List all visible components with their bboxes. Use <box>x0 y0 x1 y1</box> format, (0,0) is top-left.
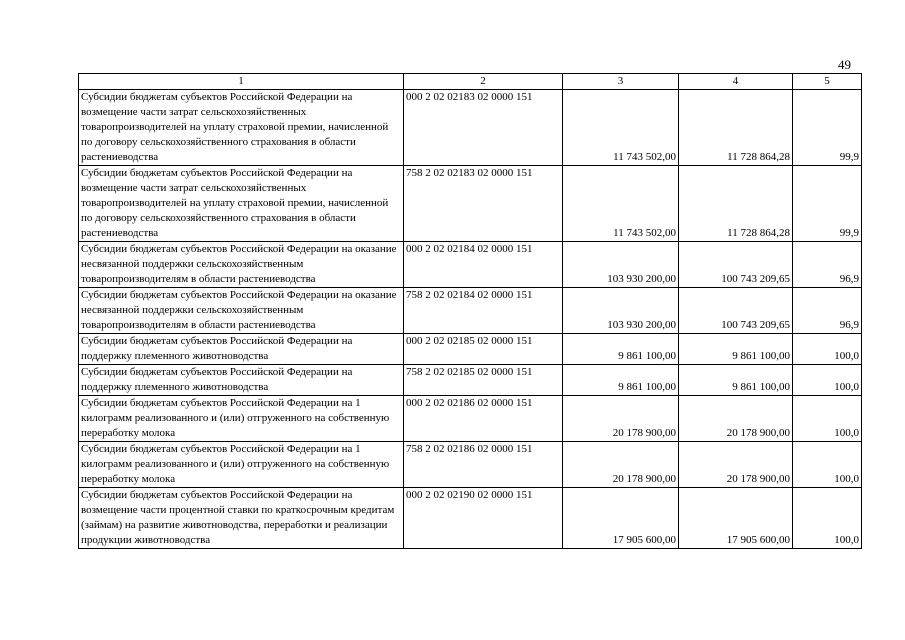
row-code: 758 2 02 02186 02 0000 151 <box>404 442 563 488</box>
row-code: 758 2 02 02185 02 0000 151 <box>404 365 563 396</box>
row-plan: 17 905 600,00 <box>563 488 679 549</box>
row-description: Субсидии бюджетам субъектов Российской Федерации на возмещение части затрат сельскохозяйственных товаропроизводителей на уплату страховой премии, начисленной по договору сельскохозяйственного страхования в области растениеводства <box>79 90 404 166</box>
row-fact: 100 743 209,65 <box>679 242 793 288</box>
row-plan: 20 178 900,00 <box>563 442 679 488</box>
row-percent: 100,0 <box>793 442 862 488</box>
row-fact: 20 178 900,00 <box>679 442 793 488</box>
row-fact: 9 861 100,00 <box>679 334 793 365</box>
row-fact: 11 728 864,28 <box>679 90 793 166</box>
row-code: 000 2 02 02190 02 0000 151 <box>404 488 563 549</box>
row-code: 000 2 02 02183 02 0000 151 <box>404 90 563 166</box>
row-percent: 100,0 <box>793 365 862 396</box>
row-description: Субсидии бюджетам субъектов Российской Федерации на 1 килограмм реализованного и (или) отгруженного на собственную переработку молока <box>79 442 404 488</box>
header-col-4: 4 <box>679 74 793 90</box>
row-code: 000 2 02 02186 02 0000 151 <box>404 396 563 442</box>
row-percent: 96,9 <box>793 242 862 288</box>
row-code: 000 2 02 02184 02 0000 151 <box>404 242 563 288</box>
table-row <box>79 334 862 365</box>
table-row <box>79 442 862 488</box>
header-col-2: 2 <box>404 74 563 90</box>
row-percent: 96,9 <box>793 288 862 334</box>
row-percent: 100,0 <box>793 488 862 549</box>
row-plan: 9 861 100,00 <box>563 365 679 396</box>
table-row <box>79 365 862 396</box>
row-plan: 103 930 200,00 <box>563 288 679 334</box>
header-col-1: 1 <box>79 74 404 90</box>
header-row <box>79 74 862 90</box>
row-plan: 9 861 100,00 <box>563 334 679 365</box>
row-percent: 99,9 <box>793 90 862 166</box>
row-description: Субсидии бюджетам субъектов Российской Федерации на 1 килограмм реализованного и (или) отгруженного на собственную переработку молока <box>79 396 404 442</box>
row-percent: 100,0 <box>793 396 862 442</box>
row-description: Субсидии бюджетам субъектов Российской Федерации на возмещение части процентной ставки по краткосрочным кредитам (займам) на развитие животноводства, переработки и реализации продукции животноводства <box>79 488 404 549</box>
header-col-5: 5 <box>793 74 862 90</box>
row-plan: 11 743 502,00 <box>563 90 679 166</box>
row-description: Субсидии бюджетам субъектов Российской Федерации на поддержку племенного животноводства <box>79 365 404 396</box>
table-row <box>79 166 862 242</box>
row-plan: 20 178 900,00 <box>563 396 679 442</box>
row-percent: 100,0 <box>793 334 862 365</box>
row-description: Субсидии бюджетам субъектов Российской Федерации на поддержку племенного животноводства <box>79 334 404 365</box>
page-number: 49 <box>838 57 851 72</box>
row-description: Субсидии бюджетам субъектов Российской Федерации на оказание несвязанной поддержки сельскохозяйственным товаропроизводителям в области растениеводства <box>79 242 404 288</box>
row-fact: 17 905 600,00 <box>679 488 793 549</box>
table-row <box>79 288 862 334</box>
row-plan: 103 930 200,00 <box>563 242 679 288</box>
row-fact: 11 728 864,28 <box>679 166 793 242</box>
row-description: Субсидии бюджетам субъектов Российской Федерации на оказание несвязанной поддержки сельскохозяйственным товаропроизводителям в области растениеводства <box>79 288 404 334</box>
row-code: 000 2 02 02185 02 0000 151 <box>404 334 563 365</box>
row-code: 758 2 02 02184 02 0000 151 <box>404 288 563 334</box>
row-description: Субсидии бюджетам субъектов Российской Федерации на возмещение части затрат сельскохозяйственных товаропроизводителей на уплату страховой премии, начисленной по договору сельскохозяйственного страхования в области растениеводства <box>79 166 404 242</box>
row-fact: 20 178 900,00 <box>679 396 793 442</box>
row-fact: 100 743 209,65 <box>679 288 793 334</box>
table-row <box>79 242 862 288</box>
table-row <box>79 396 862 442</box>
row-code: 758 2 02 02183 02 0000 151 <box>404 166 563 242</box>
budget-table <box>78 73 862 549</box>
row-percent: 99,9 <box>793 166 862 242</box>
table-row <box>79 488 862 549</box>
row-plan: 11 743 502,00 <box>563 166 679 242</box>
row-fact: 9 861 100,00 <box>679 365 793 396</box>
header-col-3: 3 <box>563 74 679 90</box>
table-row <box>79 90 862 166</box>
